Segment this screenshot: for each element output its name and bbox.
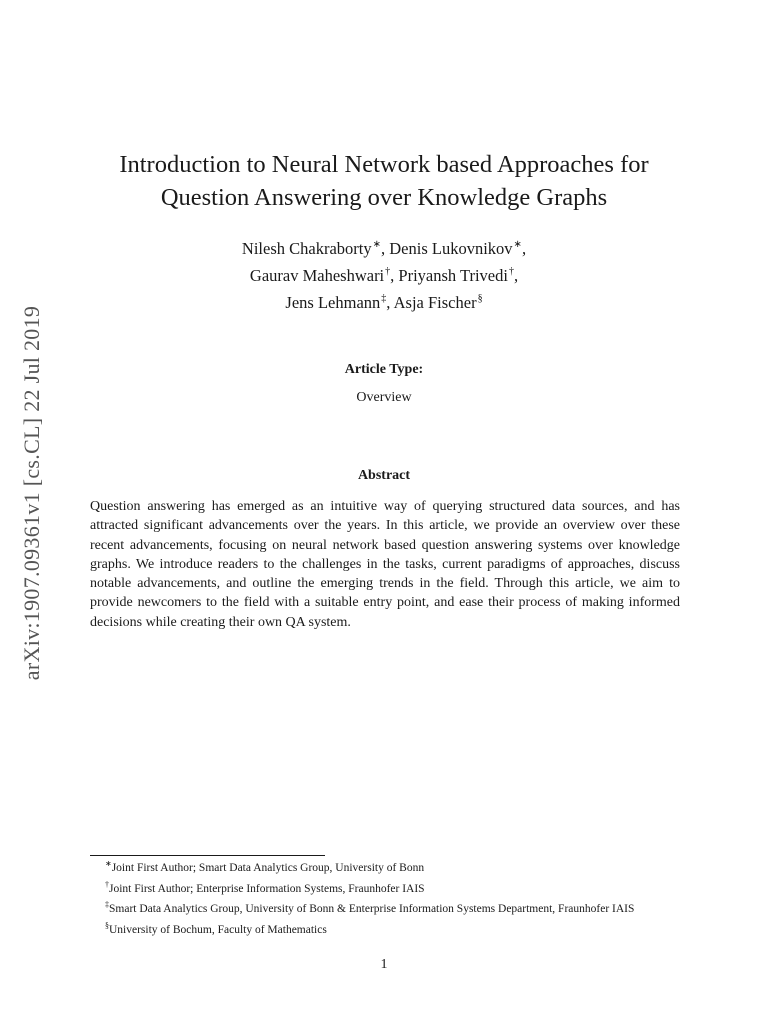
page-number: 1 [380, 957, 388, 972]
arxiv-identifier-text: arXiv:1907.09361v1 [cs.CL] 22 Jul 2019 [19, 305, 44, 680]
author-affiliation-mark: † [508, 266, 514, 277]
author-affiliation-mark: ∗ [372, 239, 381, 250]
title-line-1: Introduction to Neural Network based Approaches for [119, 151, 649, 178]
author-name: Asja Fischer [393, 293, 477, 312]
title-line-2: Question Answering over Knowledge Graphs [160, 184, 608, 211]
author-line-2 [60, 260, 708, 287]
author-affiliation-mark: ‡ [381, 293, 387, 304]
author-separator: , [386, 293, 394, 312]
paper-title [60, 148, 708, 214]
author-affiliation-mark: ∗ [513, 239, 522, 250]
article-type-label: Article Type: [344, 362, 424, 377]
footnote [90, 856, 680, 877]
footnote-text: Joint First Author; Enterprise Information Systems, Fraunhofer IAIS [109, 882, 425, 895]
author-separator: , [381, 239, 390, 258]
footnotes [90, 856, 680, 938]
footnote-text: Joint First Author; Smart Data Analytics Group, University of Bonn [111, 862, 425, 874]
footnote-mark: ∗ [105, 859, 112, 868]
footnote [90, 877, 680, 898]
arxiv-identifier-sidebar [17, 285, 47, 700]
author-name: Gaurav Maheshwari [249, 266, 385, 285]
footnote-mark: § [105, 920, 109, 930]
author-name: Priyansh Trivedi [398, 266, 508, 285]
footnote [90, 918, 680, 939]
footnote-mark: ‡ [105, 900, 109, 909]
author-separator: , [521, 239, 527, 258]
author-line-3 [60, 287, 708, 314]
author-list [60, 233, 708, 314]
footnote-text: University of Bochum, Faculty of Mathematics [109, 923, 327, 936]
footnote-mark: † [105, 879, 109, 889]
footnote [90, 897, 680, 918]
abstract-body: Question answering has emerged as an intuitive way of querying structured data sources, and has attracted significant advancements over the years. In this article, we provide an overview over these recent advancements, focusing on neural network based question answering systems over knowledge graphs. We introduce readers to the challenges in the tasks, current paradigms of approaches, discuss notable advancements, and outline the emerging trends in the field. Through this article, we aim to provide newcomers to the field with a suitable entry point, and ease their process of making informed decisions while creating their own QA system. [90, 499, 680, 630]
abstract-heading: Abstract [357, 468, 411, 483]
author-name: Nilesh Chakraborty [241, 239, 372, 258]
article-type-value: Overview [356, 390, 412, 405]
author-separator: , [390, 266, 399, 285]
author-line-1 [60, 233, 708, 260]
footnote-text: Smart Data Analytics Group, University of Bonn & Enterprise Information Systems Department, Fraunhofer IAIS [109, 903, 635, 915]
author-separator: , [513, 266, 519, 285]
author-name: Denis Lukovnikov [389, 239, 513, 258]
author-affiliation-mark: § [477, 293, 483, 304]
author-affiliation-mark: † [385, 266, 391, 277]
author-name: Jens Lehmann [285, 293, 381, 312]
